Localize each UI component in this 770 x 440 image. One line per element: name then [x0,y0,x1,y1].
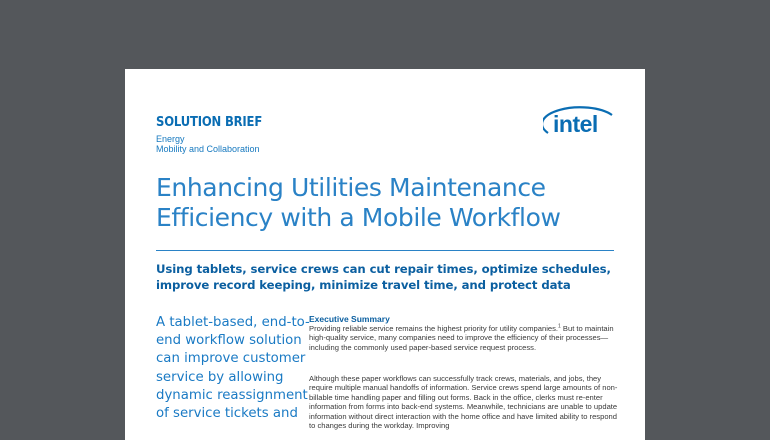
solution-brief-label: SOLUTION BRIEF [156,114,263,130]
title-line-1: Enhancing Utilities Maintenance [156,173,546,202]
intel-logo-text: intel [553,111,598,137]
pull-quote: A tablet-based, end-to-end workflow solution can improve customer service by allowing dynamic reassignment of service tickets and [156,315,310,422]
document-subtitle: Using tablets, service crews can cut repair times, optimize schedules, improve record keeping, minimize travel time, and protect data [156,262,611,292]
executive-summary-paragraph-2: Although these paper workflows can successfully track crews, materials, and jobs, they require multiple manual handoffs of information. Service crews spend large amounts of non-billable time handling paper and filling out forms. Back in the office, clerks must re-enter information from forms into back-end systems. Meanwhile, technicians are unable to update information without direct interaction with the home office and have limited ability to respond to changes during the workday. Improving [309,374,618,431]
title-line-2: Efficiency with a Mobile Workflow [156,203,561,232]
title-divider [156,250,614,251]
intel-logo [543,100,617,144]
executive-summary-heading: Executive Summary [309,314,390,324]
footnote-marker: 1 [558,323,561,330]
category-energy: Energy [156,134,185,144]
solution-brief-page [125,69,645,440]
executive-summary-paragraph-1: Providing reliable service remains the highest priority for utility companies.$^1$ But to maintain high-quality service, many companies need to improve the efficiency of their processes—including the commonly used paper-based service request process. [309,323,614,352]
document-title [156,173,626,233]
category-mobility: Mobility and Collaboration [156,144,260,154]
